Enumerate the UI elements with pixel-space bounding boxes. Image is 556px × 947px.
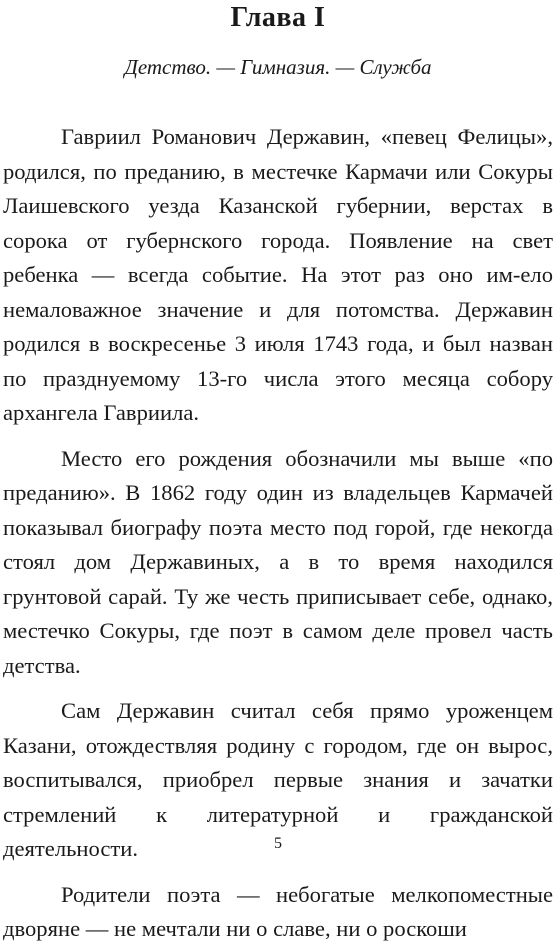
paragraph: Сам Державин считал себя прямо уроженцем Казани, отождествляя родину с городом, где он вырос, воспитывался, приобрел первые знания и зачатки стремлений к литературной и гражданской деятельности. (3, 698, 553, 861)
page-number: 5 (274, 835, 282, 852)
chapter-title: Глава I (230, 2, 326, 33)
paragraph: Место его рождения обозначили мы выше «по преданию». В 1862 году один из владельцев Кармачей показывал биографу поэта место под горой, где некогда стоял дом Державиных, а в то время находился грунтовой сарай. Ту же честь приписывает себе, однако, местечко Сокуры, где поэт в самом деле провел часть детства. (3, 445, 553, 678)
paragraph: Гавриил Романович Державин, «певец Фелицы», родился, по преданию, в местечке Кармачи или Сокуры Лаишевского уезда Казанской губернии, верстах в сорока от губернского города. Появление на свет ребенка — всегда событие. На этот раз оно им-ело немаловажное значение и для потомства. Державин родился в воскресенье 3 июля 1743 года, и был назван по празднуемому 13-го числа этого месяца собору архангела Гавриила. (3, 124, 553, 425)
paragraph: Родители поэта — небогатые мелкопоместные дворяне — не мечтали ни о славе, ни о роскоши (3, 881, 553, 941)
chapter-subtitle: Детство. — Гимназия. — Служба (124, 55, 432, 79)
body-text (3, 120, 553, 947)
